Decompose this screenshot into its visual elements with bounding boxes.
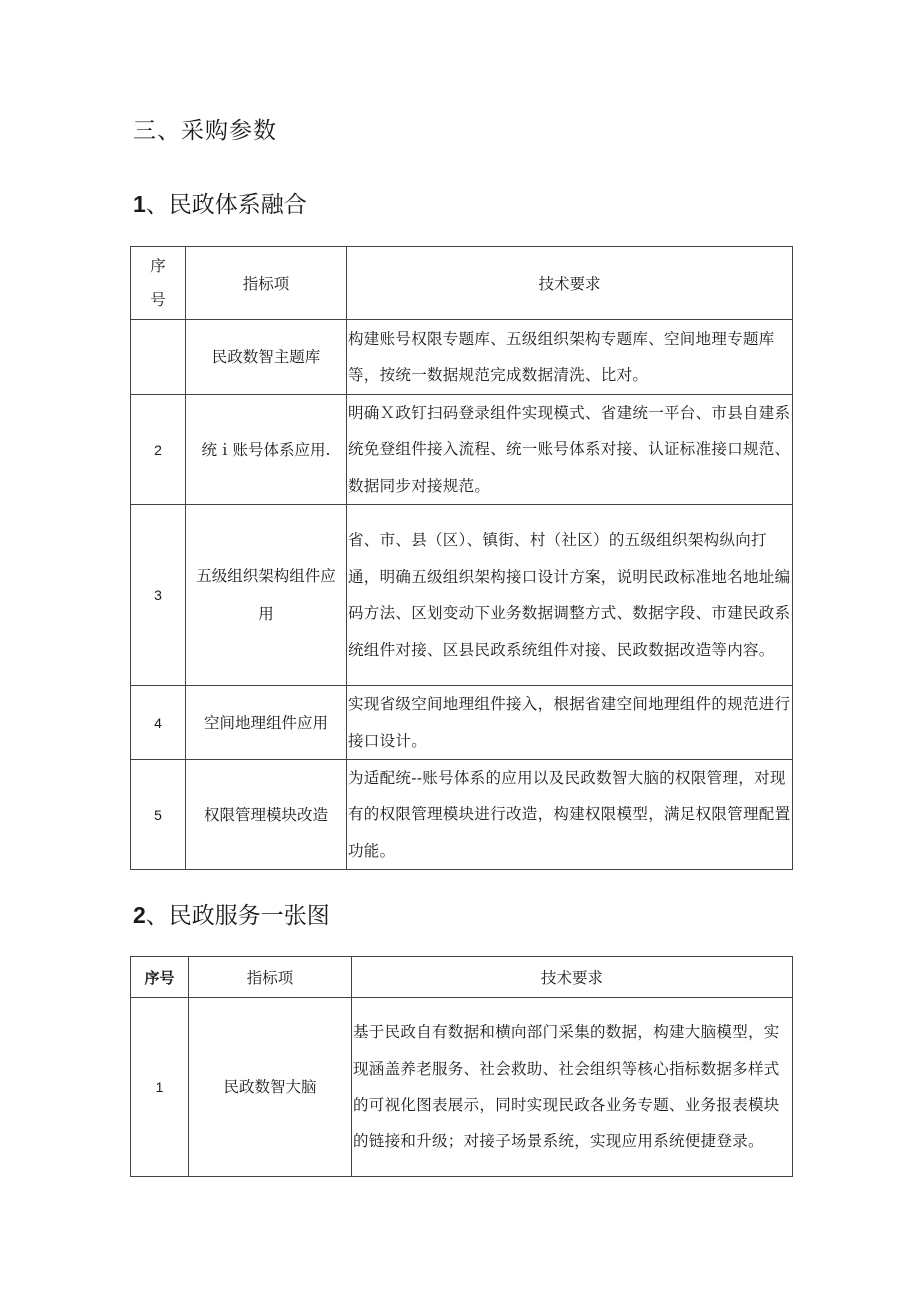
- row-item: 民政数智主题库: [186, 320, 347, 395]
- header-requirement: 技术要求: [352, 957, 793, 998]
- table-2: [130, 956, 793, 1177]
- row-index: 1: [131, 998, 189, 1177]
- table-row: [131, 686, 793, 760]
- row-item: 五级组织架构组件应用: [186, 505, 347, 686]
- section-2-title: 2、民政服务一张图: [133, 902, 330, 929]
- header-item: 指标项: [186, 247, 347, 320]
- row-item: 统ｉ账号体系应用.: [186, 395, 347, 505]
- table-row: [131, 505, 793, 686]
- table-row: [131, 760, 793, 870]
- section-1-title: 1、民政体系融合: [133, 191, 307, 218]
- row-requirement: 明确Ｘ政钉扫码登录组件实现模式、省建统一平台、市县自建系统免登组件接入流程、统一账号体系对接、认证标准接口规范、数据同步对接规范。: [347, 395, 793, 505]
- table-row: [131, 395, 793, 505]
- row-index: 2: [131, 395, 186, 505]
- row-item: 权限管理模块改造: [186, 760, 347, 870]
- header-item: 指标项: [189, 957, 352, 998]
- row-requirement: 省、市、县（区）、镇街、村（社区）的五级组织架构纵向打通，明确五级组织架构接口设计方案，说明民政标准地名地址编码方法、区划变动下业务数据调整方式、数据字段、市建民政系统组件对接、区县民政系统组件对接、民政数据改造等内容。: [347, 505, 793, 686]
- table-1: [130, 246, 793, 870]
- table-header-row: [131, 247, 793, 320]
- table-row: [131, 320, 793, 395]
- row-requirement: 基于民政自有数据和横向部门采集的数据，构建大脑模型，实现涵盖养老服务、社会救助、社会组织等核心指标数据多样式的可视化图表展示，同时实现民政各业务专题、业务报表模块的链接和升级；对接子场景系统，实现应用系统便捷登录。: [352, 998, 793, 1177]
- row-index: 3: [131, 505, 186, 686]
- table-row: [131, 998, 793, 1177]
- header-index: 序 号: [131, 247, 186, 320]
- row-requirement: 为适配统--账号体系的应用以及民政数智大脑的权限管理，对现有的权限管理模块进行改造，构建权限模型，满足权限管理配置功能。: [347, 760, 793, 870]
- header-index: 序号: [131, 957, 189, 998]
- table-header-row: [131, 957, 793, 998]
- row-index: [131, 320, 186, 395]
- page-heading: 三、采购参数: [133, 118, 277, 144]
- row-item: 空间地理组件应用: [186, 686, 347, 760]
- row-index: 4: [131, 686, 186, 760]
- row-index: 5: [131, 760, 186, 870]
- row-requirement: 构建账号权限专题库、五级组织架构专题库、空间地理专题库等，按统一数据规范完成数据清洗、比对。: [347, 320, 793, 395]
- row-item: 民政数智大脑: [189, 998, 352, 1177]
- header-requirement: 技术要求: [347, 247, 793, 320]
- row-requirement: 实现省级空间地理组件接入，根据省建空间地理组件的规范进行接口设计。: [347, 686, 793, 760]
